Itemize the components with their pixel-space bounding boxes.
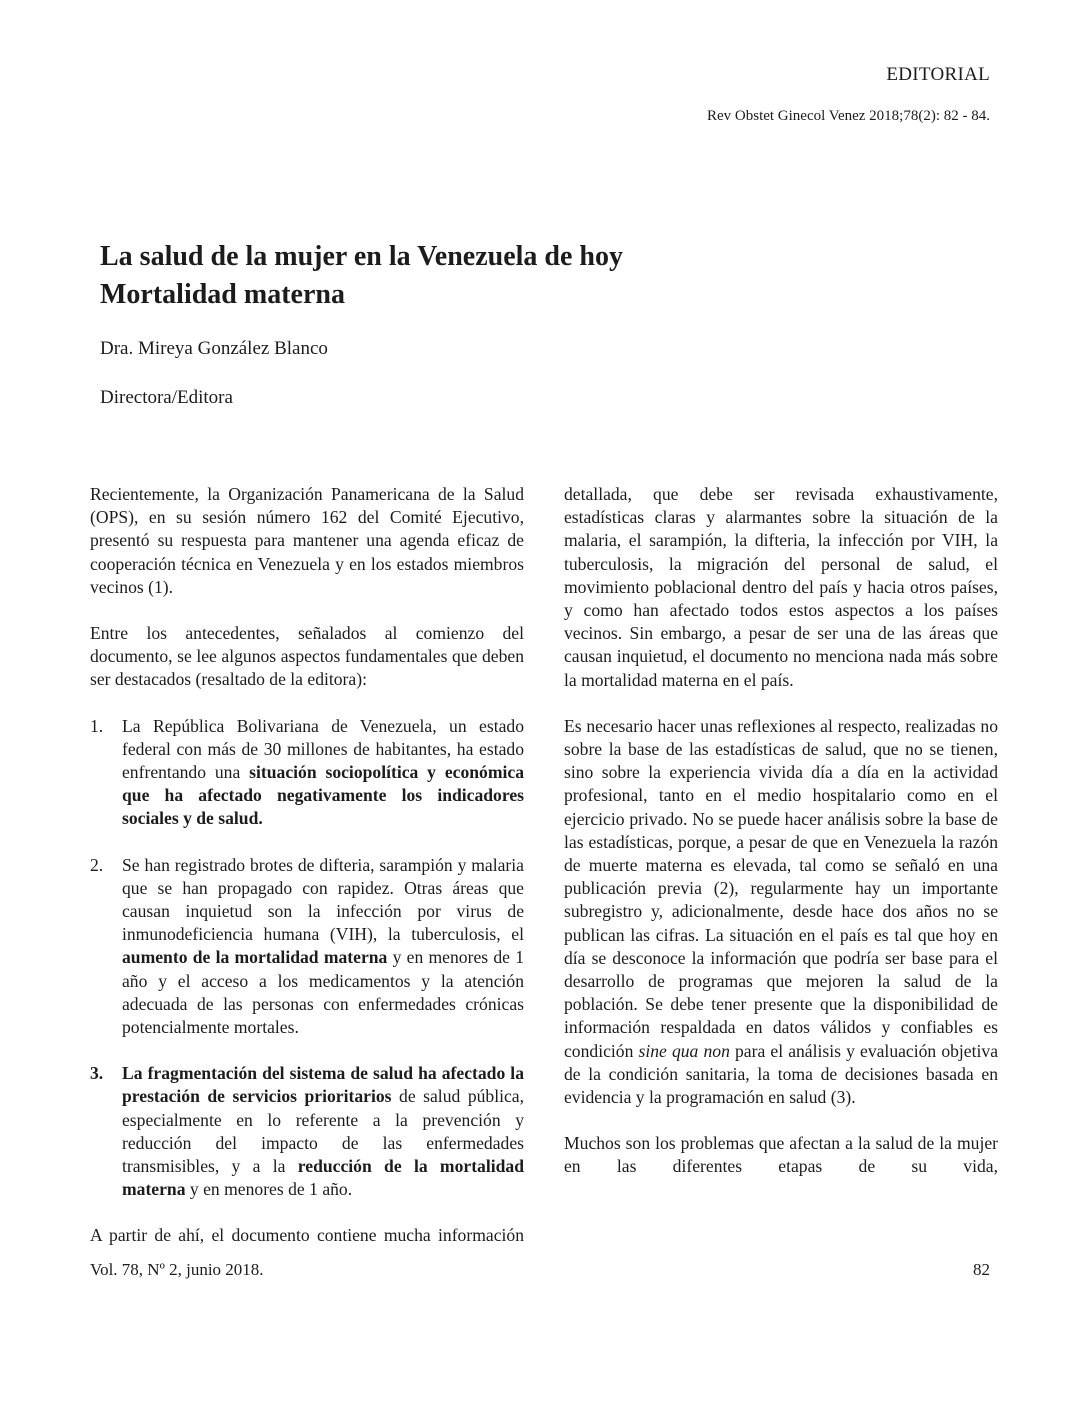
list-number: 2. bbox=[90, 854, 104, 875]
list-item bbox=[90, 715, 524, 831]
highlighted-text: La fragmentación del sistema de salud ha afectado la prestación de servicios prioritarios bbox=[122, 1063, 524, 1107]
article-title bbox=[100, 238, 1000, 314]
highlighted-text: situación sociopolítica y económica que ha afectado negativamente los indicadores sociales y de salud. bbox=[122, 762, 524, 829]
right-column bbox=[564, 483, 998, 1179]
highlighted-text: aumento de la mortalidad materna bbox=[122, 947, 388, 968]
left-paragraph-2: Entre los antecedentes, señalados al comienzo del documento, se lee algunos aspectos fundamentales que deben ser destacados (resaltado de la editora): bbox=[90, 623, 524, 690]
left-column bbox=[90, 483, 524, 1248]
right-paragraph-1: detallada, que debe ser revisada exhaustivamente, estadísticas claras y alarmantes sobre la situación de la malaria, el sarampión, la difteria, la infección por VIH, la tuberculosis, la migración del personal de salud, el movimiento poblacional dentro del país y hacia otros países, y como han afectado todos estos aspectos a los países vecinos. Sin embargo, a pesar de ser una de las áreas que causan inquietud, el documento no menciona nada más sobre la mortalidad materna en el país. bbox=[564, 484, 998, 690]
title-line-1: La salud de la mujer en la Venezuela de hoy bbox=[100, 241, 623, 272]
list-number: 1. bbox=[90, 715, 104, 736]
list-item-text: La República Bolivariana de Venezuela, un estado federal con más de 30 millones de habitantes, ha estado enfrentando una situación sociopolítica y económica que ha afectado negativamente los indicadores sociales y de salud. bbox=[122, 715, 524, 829]
list-item bbox=[90, 1062, 524, 1201]
title-line-2: Mortalidad materna bbox=[100, 279, 345, 310]
right-paragraph-2: Es necesario hacer unas reflexiones al respecto, realizadas no sobre la base de las estadísticas de salud, que no se tienen, sino sobre la experiencia vivida día a día en la actividad profesional, tanto en el medio hospitalario como en el ejercicio privado. No se puede hacer análisis sobre la base de las estadísticas, porque, a pesar de que en Venezuela la razón de muerte materna es elevada, tal como se señaló en una publicación previa (2), regularmente hay un importante subregistro y, adicionalmente, desde hace dos años no se publican las cifras. La situación en el país es tal que hoy en día se desconoce la información que podría ser base para el desarrollo de programas que mejoren la salud de la población. Se debe tener presente que la disponibilidad de información respaldada en datos válidos y confiables es condición sine qua non para el análisis y evaluación objetiva de la condición sanitaria, la toma de decisiones basada en evidencia y la programación en salud (3). bbox=[564, 715, 999, 1108]
list-item bbox=[90, 854, 524, 1040]
list-item-text: La fragmentación del sistema de salud ha afectado la prestación de servicios prioritarios de salud pública, especialmente en lo referente a la prevención y reducción del impacto de las enfermedades transmisibles, y a la reducción de la mortalidad materna y en menores de 1 año. bbox=[122, 1063, 524, 1200]
right-paragraph-3: Muchos son los problemas que afectan a la salud de la mujer en las diferentes etapas de su vida, bbox=[564, 1133, 998, 1177]
author-name: Dra. Mireya González Blanco bbox=[100, 338, 328, 359]
numbered-list bbox=[90, 715, 524, 1202]
journal-citation: Rev Obstet Ginecol Venez 2018;78(2): 82 - 84. bbox=[706, 108, 990, 124]
footer-volume: Vol. 78, Nº 2, junio 2018. bbox=[90, 1260, 264, 1279]
list-number: 3. bbox=[90, 1063, 104, 1084]
highlighted-text: reducción de la mortalidad materna bbox=[122, 1156, 524, 1200]
left-paragraph-3: A partir de ahí, el documento contiene mucha información bbox=[90, 1225, 524, 1246]
list-item-text: Se han registrado brotes de difteria, sarampión y malaria que se han propagado con rapidez. Otras áreas que causan inquietud son la infección por virus de inmunodeficiencia humana (VIH), la tuberculosis, el aumento de la mortalidad materna y en menores de 1 año y el acceso a los medicamentos y la atención adecuada de las personas con enfermedades crónicas potencialmente mortales. bbox=[122, 854, 524, 1038]
page-number: 82 bbox=[973, 1260, 990, 1279]
author-role: Directora/Editora bbox=[100, 387, 233, 408]
latin-phrase: sine qua non bbox=[638, 1040, 730, 1061]
left-paragraph-1: Recientemente, la Organización Panamericana de la Salud (OPS), en su sesión número 162 del Comité Ejecutivo, presentó su respuesta para mantener una agenda eficaz de cooperación técnica en Venezuela y en los estados miembros vecinos (1). bbox=[90, 484, 524, 597]
section-label: EDITORIAL bbox=[886, 64, 990, 85]
